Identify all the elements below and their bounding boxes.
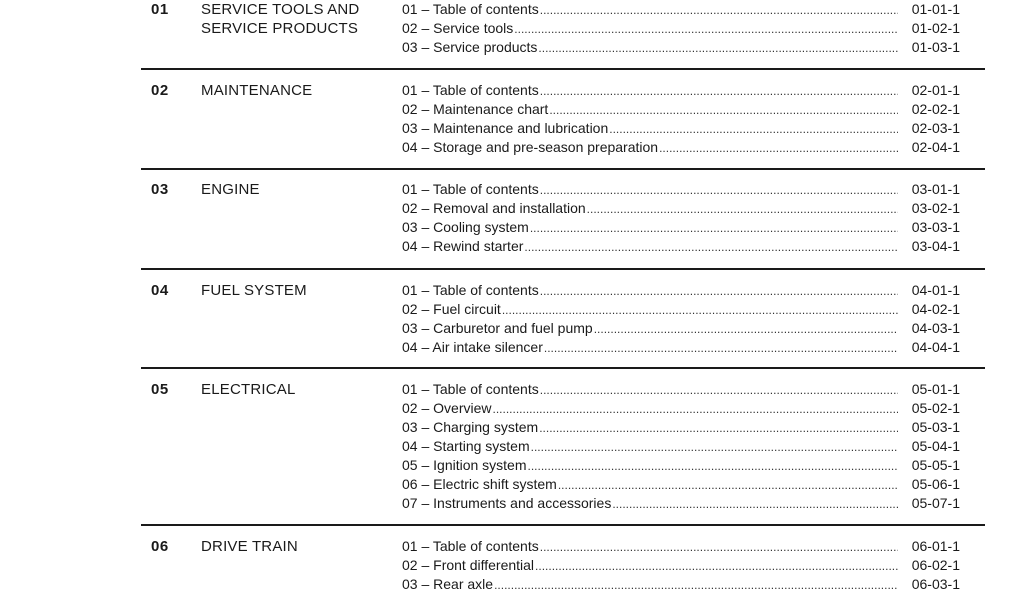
entry-label: 02 – Overview (402, 400, 492, 416)
entry-page-number: 05-06-1 (911, 476, 960, 492)
entry-page-number: 01-02-1 (911, 20, 960, 36)
section-title: MAINTENANCE (201, 82, 313, 99)
section-entries (402, 81, 960, 157)
entry-page-number: 04-01-1 (911, 282, 960, 298)
toc-entry[interactable] (402, 81, 960, 100)
entry-label: 01 – Table of contents (402, 1, 539, 17)
toc-entry[interactable] (402, 100, 960, 119)
section-number: 04 (151, 282, 169, 299)
dot-leader (514, 20, 898, 39)
section-number: 02 (151, 82, 169, 99)
entry-page-number: 04-02-1 (911, 301, 960, 317)
toc-entry[interactable] (402, 180, 960, 199)
section-divider (141, 168, 985, 170)
entry-page-number: 02-02-1 (911, 101, 960, 117)
entry-page-number: 03-02-1 (911, 200, 960, 216)
section-entries (402, 281, 960, 357)
toc-entry[interactable] (402, 475, 960, 494)
entry-label: 01 – Table of contents (402, 181, 539, 197)
entry-page-number: 06-02-1 (911, 557, 960, 573)
toc-entry[interactable] (402, 300, 960, 319)
entry-label: 03 – Cooling system (402, 219, 529, 235)
dot-leader (539, 419, 898, 438)
entry-page-number: 05-01-1 (911, 381, 960, 397)
dot-leader (530, 219, 898, 238)
dot-leader (524, 238, 898, 257)
dot-leader (659, 139, 898, 158)
entry-label: 01 – Table of contents (402, 538, 539, 554)
toc-entry[interactable] (402, 319, 960, 338)
entry-label: 03 – Charging system (402, 419, 539, 435)
entry-label: 07 – Instruments and accessories (402, 495, 612, 511)
entry-page-number: 03-04-1 (911, 238, 960, 254)
section-title: FUEL SYSTEM (201, 282, 307, 299)
section-divider (141, 268, 985, 270)
entry-page-number: 05-04-1 (911, 438, 960, 454)
toc-entry[interactable] (402, 399, 960, 418)
toc-entry[interactable] (402, 494, 960, 513)
section-entries (402, 0, 960, 57)
toc-entry[interactable] (402, 218, 960, 237)
entry-label: 02 – Removal and installation (402, 200, 586, 216)
dot-leader (535, 557, 898, 576)
section-title: SERVICE TOOLS AND SERVICE PRODUCTS (201, 1, 360, 37)
dot-leader (612, 495, 898, 514)
toc-entry[interactable] (402, 338, 960, 357)
toc-entry[interactable] (402, 19, 960, 38)
section-entries (402, 380, 960, 513)
section-title: ELECTRICAL (201, 381, 296, 398)
toc-entry[interactable] (402, 237, 960, 256)
entry-page-number: 03-01-1 (911, 181, 960, 197)
entry-label: 01 – Table of contents (402, 82, 539, 98)
dot-leader (549, 101, 898, 120)
entry-label: 04 – Rewind starter (402, 238, 524, 254)
entry-label: 04 – Starting system (402, 438, 530, 454)
dot-leader (540, 82, 898, 101)
entry-label: 01 – Table of contents (402, 282, 539, 298)
dot-leader (558, 476, 898, 495)
entry-page-number: 01-03-1 (911, 39, 960, 55)
toc-entry[interactable] (402, 456, 960, 475)
dot-leader (540, 282, 898, 301)
entry-label: 03 – Service products (402, 39, 538, 55)
entry-page-number: 04-04-1 (911, 339, 960, 355)
section-title: ENGINE (201, 181, 260, 198)
section-entries (402, 537, 960, 594)
dot-leader (594, 320, 898, 339)
entry-label: 02 – Fuel circuit (402, 301, 501, 317)
entry-page-number: 01-01-1 (911, 1, 960, 17)
dot-leader (587, 200, 898, 219)
section-title: DRIVE TRAIN (201, 538, 298, 555)
toc-entry[interactable] (402, 575, 960, 594)
dot-leader (528, 457, 898, 476)
dot-leader (609, 120, 898, 139)
section-divider (141, 524, 985, 526)
entry-page-number: 02-03-1 (911, 120, 960, 136)
entry-page-number: 06-01-1 (911, 538, 960, 554)
entry-page-number: 03-03-1 (911, 219, 960, 235)
dot-leader (494, 576, 898, 595)
section-entries (402, 180, 960, 256)
dot-leader (540, 538, 898, 557)
entry-label: 02 – Maintenance chart (402, 101, 549, 117)
entry-label: 04 – Storage and pre-season preparation (402, 139, 659, 155)
section-number: 01 (151, 1, 169, 18)
dot-leader (538, 39, 898, 58)
entry-page-number: 02-04-1 (911, 139, 960, 155)
toc-entry[interactable] (402, 138, 960, 157)
entry-page-number: 05-03-1 (911, 419, 960, 435)
entry-label: 03 – Maintenance and lubrication (402, 120, 609, 136)
dot-leader (531, 438, 898, 457)
entry-label: 05 – Ignition system (402, 457, 527, 473)
entry-page-number: 02-01-1 (911, 82, 960, 98)
entry-label: 03 – Carburetor and fuel pump (402, 320, 593, 336)
dot-leader (544, 339, 898, 358)
toc-entry[interactable] (402, 380, 960, 399)
section-divider (141, 68, 985, 70)
entry-page-number: 05-05-1 (911, 457, 960, 473)
entry-label: 02 – Service tools (402, 20, 514, 36)
toc-entry[interactable] (402, 281, 960, 300)
entry-label: 02 – Front differential (402, 557, 535, 573)
section-number: 05 (151, 381, 169, 398)
dot-leader (540, 381, 898, 400)
dot-leader (502, 301, 898, 320)
toc-entry[interactable] (402, 119, 960, 138)
dot-leader (492, 400, 898, 419)
entry-page-number: 05-02-1 (911, 400, 960, 416)
entry-label: 03 – Rear axle (402, 576, 494, 592)
toc-entry[interactable] (402, 418, 960, 437)
entry-page-number: 06-03-1 (911, 576, 960, 592)
entry-label: 04 – Air intake silencer (402, 339, 543, 355)
toc-entry[interactable] (402, 537, 960, 556)
entry-label: 06 – Electric shift system (402, 476, 557, 492)
dot-leader (540, 181, 898, 200)
dot-leader (540, 1, 898, 20)
entry-page-number: 05-07-1 (911, 495, 960, 511)
section-number: 06 (151, 538, 169, 555)
entry-label: 01 – Table of contents (402, 381, 539, 397)
section-divider (141, 367, 985, 369)
section-number: 03 (151, 181, 169, 198)
toc-entry[interactable] (402, 556, 960, 575)
toc-entry[interactable] (402, 38, 960, 57)
toc-entry[interactable] (402, 199, 960, 218)
toc-entry[interactable] (402, 0, 960, 19)
entry-page-number: 04-03-1 (911, 320, 960, 336)
toc-entry[interactable] (402, 437, 960, 456)
